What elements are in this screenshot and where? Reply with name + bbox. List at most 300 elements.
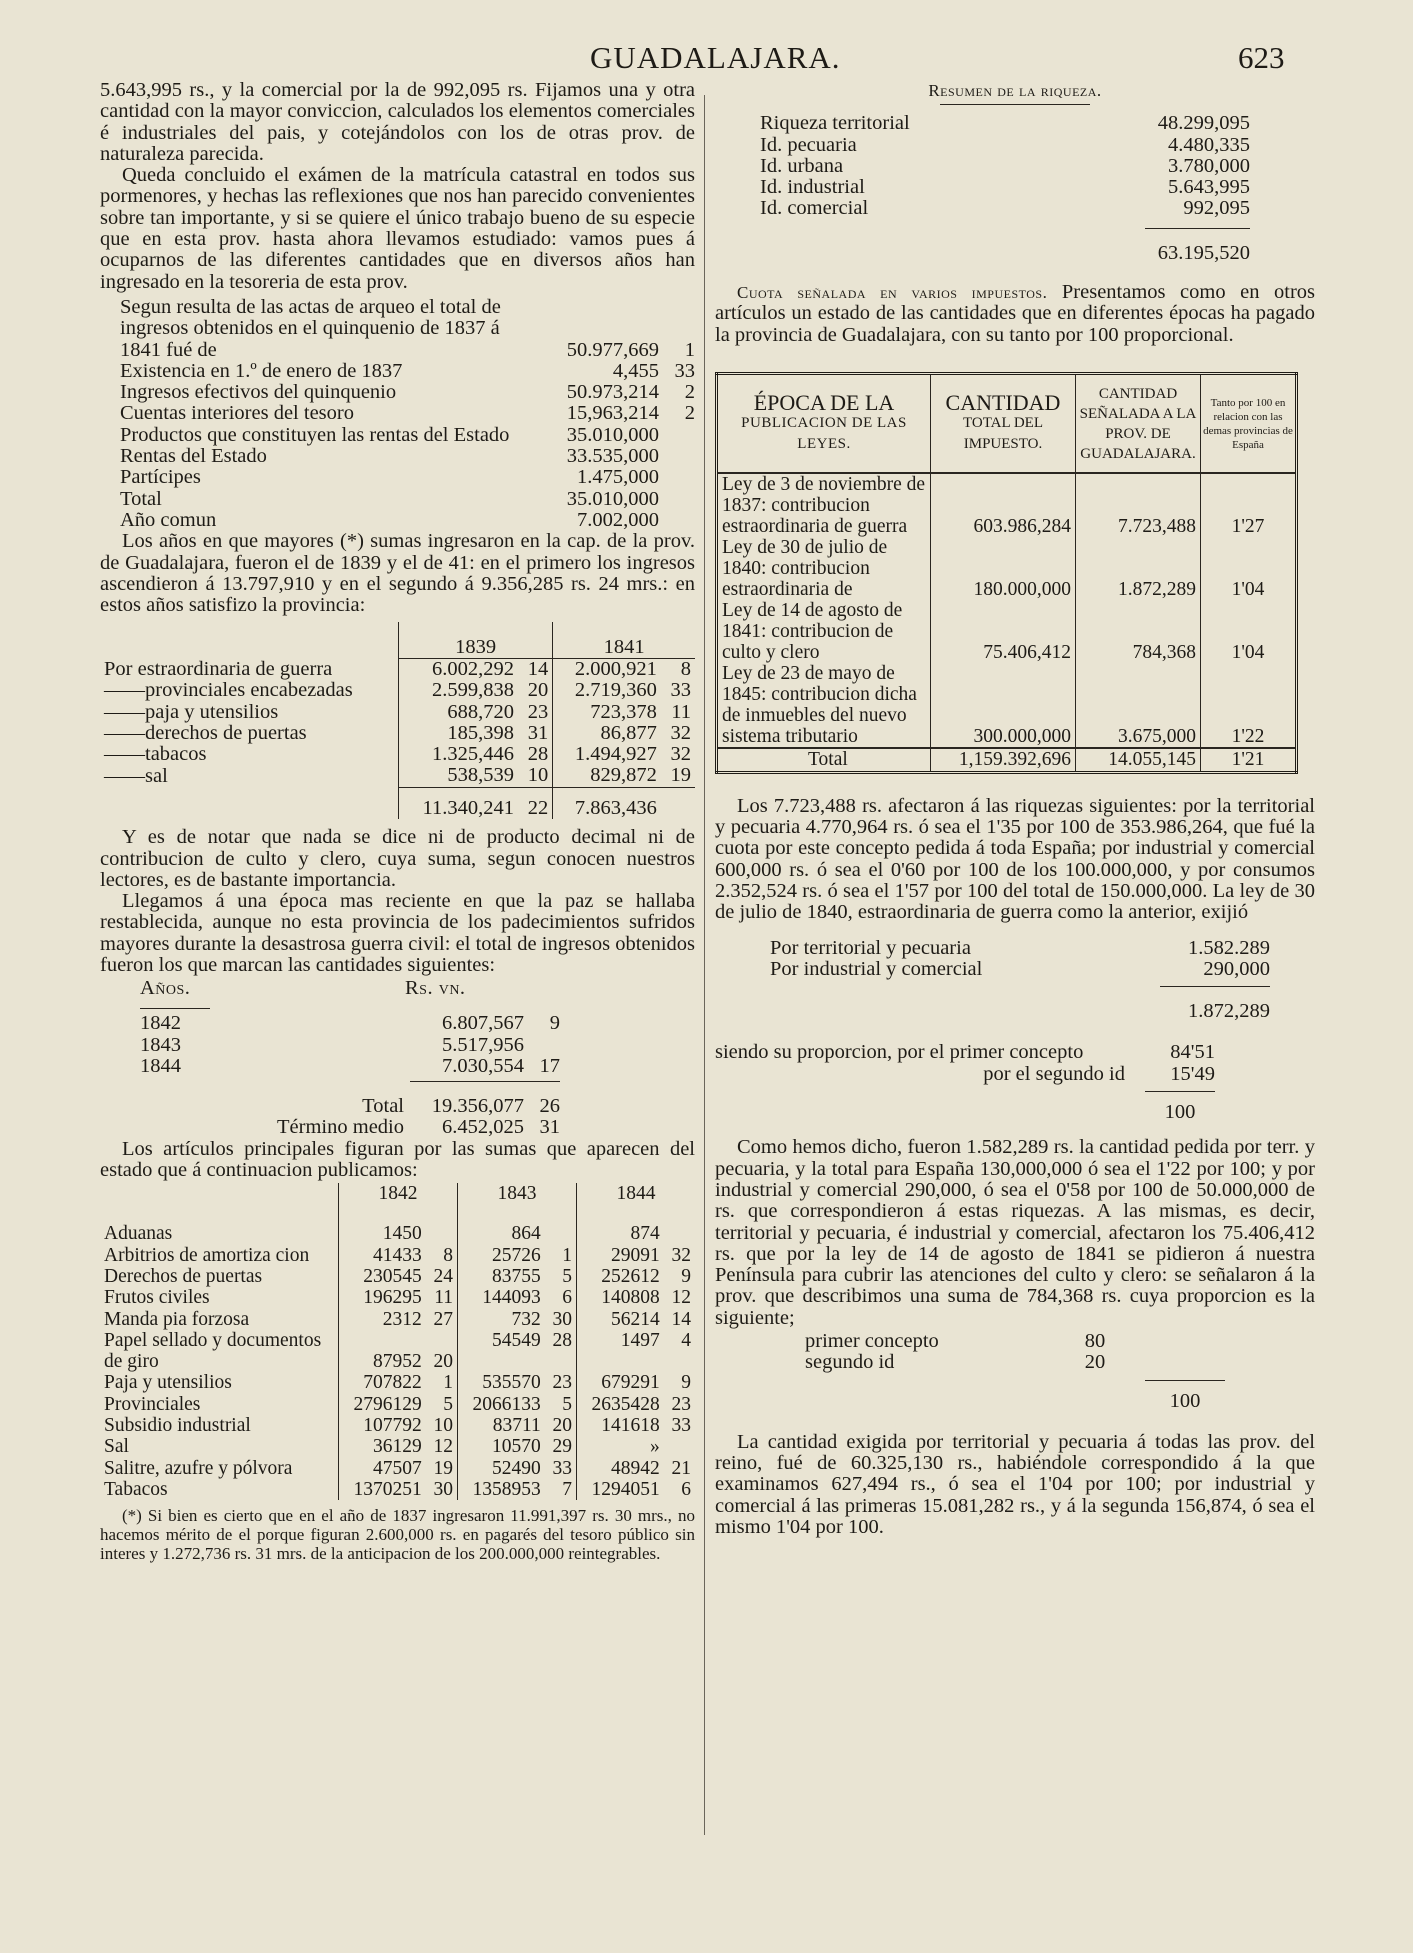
row-label: 1842: [140, 1013, 181, 1035]
cell: 6: [562, 1287, 573, 1309]
paragraph: Llegamos á una época mas reciente en que la paz se hallaba restablecida, aunque no esta provincia de los padecimientos sufridos mayores durante la desastrosa guerra civil: el total de ingresos obtenidos fueron los que marcan las cantidades siguientes:: [100, 890, 695, 976]
arqueo-row: [120, 425, 695, 446]
run-in-heading: Cuota señalada en varios impuestos.: [737, 283, 1048, 303]
cell: 230545: [339, 1266, 426, 1287]
table-row: [717, 663, 1297, 748]
cell: 1370251: [339, 1479, 426, 1500]
paragraph: Como hemos dicho, fueron 1.582,289 rs. la cantidad pedida por terr. y pecuaria, y la total para España 130,000,000 ó sea el 1'22 por 100; y por industrial y comercial 290,000, ó sea el 0'58 por 100 de 50.000,000 de rs. que correspondieron á estas riquezas. A las mismas, es decir, territorial y pecuaria, é industrial y comercial, afectaron los 75.406,412 rs. que por la ley de 14 de agosto de 1841 se pidieron á nuestra Península para cubrir las atenciones del culto y clero: se señalaron á la prov. que describimos una suma de 784,368 rs. cuya proporcion es la siguiente;: [715, 1136, 1315, 1329]
cell: 144093: [458, 1287, 545, 1308]
cell: 32: [670, 743, 691, 766]
arqueo-row: [120, 467, 695, 488]
table-row: [100, 680, 695, 701]
row-label: Por estraordinaria de guerra: [104, 657, 333, 680]
item-label: Id. pecuaria: [760, 134, 857, 156]
cell: 31: [527, 721, 549, 744]
cell: 1: [562, 1244, 573, 1266]
impuestos-table: [715, 372, 1298, 774]
table-row: [100, 1479, 695, 1500]
cell: 29: [552, 1436, 573, 1458]
cell: 1,159.392,696: [931, 748, 1076, 772]
arqueo-value: 35.010,000: [566, 487, 659, 510]
cell: 707822: [339, 1372, 426, 1393]
paragraph: La cantidad exigida por territorial y pecuaria á todas las prov. del reino, fué de 60.325,130 rs., habiéndole correspondido á la que examinamos 627,494 rs., ó sea el 1'04 por 100; por industrial y comercial á las primeras 15.081,282 rs., y á la segunda 156,874, ó sea el mismo 1'04 por 100.: [715, 1430, 1315, 1539]
total-row: [760, 243, 1250, 264]
cell: 1.325,446: [399, 744, 519, 765]
cell: 11.340,241: [399, 787, 519, 819]
cell: 19: [670, 764, 691, 787]
cell: 75.406,412: [931, 600, 1076, 663]
item-value: 15'49: [1170, 1062, 1215, 1085]
row-label: Manda pia forzosa: [104, 1308, 250, 1330]
row-label: Sal: [104, 1436, 129, 1458]
cell: 180.000,000: [931, 537, 1076, 600]
cell: 1.872,289: [1076, 537, 1201, 600]
item-label: Riqueza territorial: [760, 113, 910, 135]
table-row: [100, 658, 695, 680]
arqueo-label: Productos que constituyen las rentas del Estado: [120, 424, 510, 446]
cell: [664, 1436, 695, 1457]
paragraph: Y es de notar que nada se dice ni de producto decimal ni de contribucion de culto y clero, cuya suma, segun conocen nuestros lectores, es de bastante importancia.: [100, 826, 695, 891]
arqueo-row: [120, 382, 695, 403]
cell: 7.723,488: [1076, 473, 1201, 537]
cell: 2.599,838: [399, 680, 519, 701]
item-value: 48.299,095: [1157, 112, 1250, 135]
row-label: Aduanas: [104, 1223, 173, 1245]
row-label: Provinciales: [104, 1393, 201, 1415]
table-row: [717, 473, 1297, 537]
total-row: [100, 787, 695, 819]
cell: 32: [670, 721, 691, 744]
row-label: Salitre, azufre y pólvora: [104, 1457, 293, 1479]
cell: 19: [433, 1457, 454, 1479]
cell: 10: [433, 1415, 454, 1437]
cell: 54549: [458, 1330, 545, 1373]
cell: 8: [443, 1244, 454, 1266]
table-row: [100, 1309, 695, 1330]
col-header: TOTAL DEL IMPUESTO.: [962, 415, 1044, 453]
cell: 27: [433, 1308, 454, 1330]
cell: 5: [562, 1393, 573, 1415]
table-row: [140, 1013, 560, 1034]
arqueo-cents: [659, 510, 695, 531]
cell: 14.055,145: [1076, 748, 1201, 772]
cell: 28: [552, 1329, 573, 1351]
cell: 26: [539, 1095, 560, 1118]
cell: 603.986,284: [931, 473, 1076, 537]
cell: 1358953: [458, 1479, 545, 1500]
cell: [545, 1223, 577, 1244]
item-value: 84'51: [1170, 1041, 1215, 1064]
arqueo-row: [120, 297, 695, 361]
item-label: primer concepto: [805, 1331, 939, 1352]
cell: 41433: [339, 1245, 426, 1266]
arqueo-cents: 33: [674, 359, 695, 382]
right-column: [715, 80, 1315, 1538]
arqueo-row: [120, 403, 695, 424]
table-row: [100, 1458, 695, 1479]
arqueo-label: Cuentas interiores del tesoro: [120, 403, 354, 425]
ingresos-1839-1841-table: [100, 622, 695, 819]
cell: 83711: [458, 1415, 545, 1436]
row-label: Frutos civiles: [104, 1287, 210, 1309]
table-header: [140, 978, 560, 1008]
cell: 2635428: [577, 1394, 664, 1415]
left-column: [100, 80, 695, 1563]
row-label: Arbitrios de amortiza cion: [104, 1244, 310, 1266]
cell: Ley de 14 de agosto de 1841: contribucion de culto y clero: [722, 600, 903, 664]
row-label: ——provinciales encabezadas: [104, 679, 353, 702]
row-label: ——derechos de puertas: [104, 721, 307, 744]
arqueo-value: 1.475,000: [577, 466, 659, 489]
col-header: Rs. vn.: [405, 977, 466, 1000]
cell: 8: [680, 657, 691, 680]
item-value: 20: [1084, 1351, 1106, 1374]
item-value: 63.195,520: [1157, 241, 1250, 264]
cell: 784,368: [1076, 600, 1201, 663]
item-value: 4.480,335: [1168, 133, 1250, 156]
cell: 1450: [339, 1223, 426, 1244]
arqueo-label: Total: [120, 488, 162, 510]
item-value: 1.872,289: [1188, 1000, 1270, 1023]
cell: 23: [552, 1372, 573, 1394]
cell: 7: [562, 1478, 573, 1500]
table-row: [140, 1056, 560, 1077]
row-label: Paja y utensilios: [104, 1372, 232, 1394]
table-row: [100, 1266, 695, 1287]
item-label: Por territorial y pecuaria: [770, 937, 971, 959]
arqueo-list: [100, 297, 695, 531]
cell: 679291: [577, 1372, 664, 1393]
paragraph: Queda concluido el exámen de la matrícula catastral en todos sus pormenores, y hechas las reflexiones que nos han parecido convenientes sobre tan importante, y si se quiere el único trabajo bueno de su especie que en esta prov. hasta ahora llevamos estudiado: vamos pues á ocuparnos de las diferentes cantidades que en diversos años han ingresado en la tesoreria de esta prov.: [100, 164, 695, 293]
list-item: [760, 135, 1250, 156]
cell: 11: [671, 700, 691, 723]
item-label: segundo id: [805, 1352, 895, 1374]
list-item: [760, 156, 1250, 177]
arqueo-row: [120, 446, 695, 467]
cell: 6.807,567: [442, 1012, 524, 1035]
col-header: 1842: [339, 1183, 458, 1223]
arqueo-cents: 2: [684, 381, 695, 404]
total-row: [770, 1001, 1270, 1022]
col-header: 1841: [553, 622, 695, 658]
table-row: [100, 723, 695, 744]
cell: 28: [527, 743, 549, 766]
cell: 252612: [577, 1266, 664, 1287]
cell: 52490: [458, 1458, 545, 1479]
footnote: (*) Si bien es cierto que en el año de 1837 ingresaron 11.991,397 rs. 30 mrs., no hacemos mérito de el porque figuran 2.600,000 rs. en pagarés del tesoro público sin interes y 1.272,736 rs. 31 mrs. de la anticipacion de los 200.000,000 reintegrables.: [100, 1506, 695, 1564]
col-header: 1844: [577, 1183, 695, 1223]
cell: 21: [671, 1457, 691, 1479]
item-value: 3.780,000: [1168, 154, 1250, 177]
proportion-list: [715, 1042, 1215, 1123]
cell: 33: [671, 1415, 691, 1437]
cell: 5: [443, 1393, 454, 1415]
col-header: CANTIDAD SEÑALADA A LA PROV. DE GUADALAJARA.: [1079, 385, 1197, 462]
cell: 1.494,927: [553, 744, 661, 765]
cell: 33: [552, 1457, 573, 1479]
cell: »: [577, 1436, 664, 1457]
ingresos-anuales-table: [100, 978, 560, 1138]
row-label: ——paja y utensilios: [104, 700, 279, 723]
cell: 723,378: [553, 702, 661, 723]
table-row: [100, 1394, 695, 1415]
table-row: [100, 744, 695, 765]
arqueo-row: [120, 510, 695, 531]
arqueo-label: Ingresos efectivos del quinquenio: [120, 382, 397, 404]
table-row: [717, 600, 1297, 663]
table-row: [100, 1287, 695, 1308]
arqueo-cents: 1: [684, 338, 695, 361]
cell: 19.356,077: [431, 1095, 524, 1118]
total-row: [140, 1096, 560, 1117]
row-label: 1843: [140, 1034, 181, 1056]
cell: Ley de 3 de noviembre de 1837: contribucion estraordinaria de guerra: [722, 474, 926, 538]
cell: 9: [681, 1372, 691, 1394]
cell: 22: [518, 787, 553, 819]
cell: 185,398: [399, 723, 519, 744]
cell: 20: [433, 1351, 454, 1373]
col-header: Tanto por 100 en relacion con las demas provincias de España: [1203, 396, 1293, 451]
cell: Ley de 23 de mayo de 1845: contribucion dicha de inmuebles del nuevo sistema tributario: [722, 663, 917, 748]
table-row: [100, 1223, 695, 1244]
paragraph: Los artículos principales figuran por las sumas que aparecen del estado que á continuacion publicamos:: [100, 1137, 695, 1182]
cell: 9: [549, 1012, 560, 1035]
cell: 141618: [577, 1415, 664, 1436]
table-row: [100, 1330, 695, 1373]
cell: [661, 787, 695, 819]
list-item: [805, 1331, 1125, 1352]
cell: 6.002,292: [399, 658, 519, 680]
cell: 1497: [577, 1330, 664, 1373]
table-row: [717, 537, 1297, 600]
arqueo-value: 33.535,000: [566, 445, 659, 468]
cell: 300.000,000: [931, 663, 1076, 748]
cell: 23: [671, 1393, 691, 1415]
cell: 6: [681, 1478, 691, 1500]
cell: 1'04: [1201, 600, 1297, 663]
arqueo-value: 7.002,000: [577, 508, 659, 531]
table-row: [140, 1035, 560, 1056]
col-header: 1839: [399, 622, 553, 658]
table-row: [100, 1245, 695, 1266]
item-label: Id. comercial: [760, 198, 869, 220]
arqueo-label: Rentas del Estado: [120, 446, 267, 468]
arqueo-value: 15,963,214: [566, 402, 659, 425]
list-item: [760, 198, 1250, 219]
row-label: Papel sellado y documentos de giro: [104, 1329, 322, 1373]
arqueo-value: 50.973,214: [566, 381, 659, 404]
articulos-table: [100, 1183, 695, 1500]
item-value: 100: [1169, 1389, 1201, 1412]
list-item: [805, 1352, 1125, 1373]
cell: 2312: [339, 1309, 426, 1330]
cell: 86,877: [553, 723, 661, 744]
arqueo-row: [120, 361, 695, 382]
total-row: [715, 1102, 1215, 1123]
table-row: [100, 1436, 695, 1457]
cell: 2066133: [458, 1394, 545, 1415]
col-header: Años.: [140, 978, 191, 1000]
cell: 2.719,360: [553, 680, 661, 701]
table-row: [100, 1415, 695, 1436]
cell: 25726: [458, 1245, 545, 1266]
paragraph: [715, 282, 1315, 346]
cell: 864: [458, 1223, 545, 1244]
item-value: 290,000: [1203, 957, 1270, 980]
cell: 538,539: [399, 765, 519, 787]
cell: 32: [671, 1244, 691, 1266]
arqueo-value: 35.010,000: [566, 423, 659, 446]
arqueo-cents: 2: [684, 402, 695, 425]
cell: 1'27: [1201, 473, 1297, 537]
cell: 30: [552, 1308, 573, 1330]
cell: 10: [527, 764, 549, 787]
cell: Total: [808, 749, 848, 771]
row-label: Total: [362, 1096, 404, 1118]
cell: 4: [681, 1329, 691, 1351]
item-label: siendo su proporcion, por el primer concepto: [715, 1042, 1084, 1064]
item-label: por el segundo id: [983, 1063, 1125, 1085]
cell: 14: [527, 657, 549, 680]
cell: 48942: [577, 1458, 664, 1479]
cell: 23: [527, 700, 549, 723]
cell: 5: [562, 1265, 573, 1287]
list-item: [715, 1042, 1215, 1063]
arqueo-label: Segun resulta de las actas de arqueo el total de ingresos obtenidos en el quinquenio de 1837 á 1841 fué de: [120, 296, 501, 361]
cell: 56214: [577, 1309, 664, 1330]
cell: 107792: [339, 1415, 426, 1436]
section-heading: Resumen de la riqueza.: [928, 81, 1102, 100]
arqueo-label: Existencia en 1.º de enero de 1837: [120, 360, 403, 382]
cell: 1294051: [577, 1479, 664, 1500]
cell: 1'21: [1201, 748, 1297, 772]
table-row: [100, 765, 695, 787]
cell: 29091: [577, 1245, 664, 1266]
item-value: 992,095: [1183, 197, 1250, 220]
item-value: 5.643,995: [1168, 176, 1250, 199]
item-label: Por industrial y comercial: [770, 958, 983, 980]
paragraph: Los 7.723,488 rs. afectaron á las riquezas siguientes: por la territorial y pecuaria 4.770,964 rs. ó sea el 1'35 por 100 de 353.986,264, que fué la cuota por este concepto pedida á toda España; por industrial y comercial 600,000 rs. ó sea el 0'60 por 100 de los 100.000,000, y por consumos 2.352,524 rs. ó sea el 1'57 por 100 del total de 150.000,000. La ley de 30 de julio de 1840, estraordinaria de guerra como la anterior, exijió: [715, 794, 1315, 924]
arqueo-cents: [659, 489, 695, 510]
cell: 83755: [458, 1266, 545, 1287]
cell: 5.517,956: [442, 1033, 524, 1056]
item-value: 80: [1084, 1330, 1106, 1352]
col-header: PUBLICACION DE LAS LEYES.: [741, 415, 907, 453]
cell: 12: [671, 1287, 691, 1309]
row-label: Término medio: [277, 1117, 404, 1139]
cell: 47507: [339, 1458, 426, 1479]
running-title: GUADALAJARA.: [590, 40, 841, 75]
arqueo-value: 4,455: [612, 359, 659, 382]
cell: 7.863,436: [553, 787, 661, 819]
total-row: [805, 1391, 1225, 1412]
table-row: [100, 1372, 695, 1393]
cell: [426, 1223, 458, 1244]
col-header: ÉPOCA DE LA: [753, 389, 895, 415]
cell: 31: [539, 1116, 560, 1139]
arqueo-row: [120, 489, 695, 510]
cell: 140808: [577, 1287, 664, 1308]
cell: 535570: [458, 1372, 545, 1393]
list-item: [715, 1064, 1215, 1085]
arqueo-label: Año comun: [120, 509, 217, 531]
item-label: Id. industrial: [760, 177, 865, 199]
arqueo-value: 50.977,669: [566, 338, 659, 361]
cell: 1: [443, 1372, 454, 1394]
col-header: 1843: [458, 1183, 577, 1223]
cell: 20: [552, 1415, 573, 1437]
arqueo-cents: [659, 446, 695, 467]
row-label: Subsidio industrial: [104, 1415, 251, 1437]
cell: 9: [681, 1265, 691, 1287]
list-item: [770, 938, 1270, 959]
row-label: Derechos de puertas: [104, 1265, 263, 1287]
paragraph: Los años en que mayores (*) sumas ingresaron en la cap. de la prov. de Guadalajara, fueron el de 1839 y el de 41: en el primero los ingresos ascendieron á 13.797,910 y en el segundo á 9.356,285 rs. 24 mrs.: en estos años satisfizo la provincia:: [100, 530, 695, 617]
arqueo-cents: [659, 467, 695, 488]
cell: 10570: [458, 1436, 545, 1457]
cell: 20: [527, 679, 549, 702]
average-row: [140, 1117, 560, 1138]
cell: [664, 1223, 695, 1244]
cell: 2796129: [339, 1394, 426, 1415]
cell: [524, 1035, 560, 1056]
table-header: [717, 373, 1297, 473]
concepto-list: [715, 1330, 1201, 1412]
cell: 2.000,921: [553, 658, 661, 680]
row-label: 1844: [140, 1055, 181, 1077]
cell: 12: [433, 1436, 454, 1458]
list-item: [770, 959, 1270, 980]
col-header: CANTIDAD: [945, 389, 1061, 415]
cell: 33: [670, 679, 691, 702]
cell: 30: [433, 1478, 454, 1500]
cell: 829,872: [553, 765, 661, 787]
resumen-list: [715, 113, 1250, 264]
cell: 1'22: [1201, 663, 1297, 748]
row-label: ——tabacos: [104, 743, 207, 766]
cell: 196295: [339, 1287, 426, 1308]
cell: 3.675,000: [1076, 663, 1201, 748]
cell: 874: [577, 1223, 664, 1244]
column-divider: [704, 95, 705, 1835]
cell: 24: [433, 1265, 454, 1287]
paragraph-text: Presentamos como en otros artículos un estado de las cantidades que en diferentes épocas ha pagado la provincia de Guadalajara, con su tanto por 100 proporcional.: [715, 281, 1316, 346]
item-value: 100: [1164, 1101, 1196, 1124]
arqueo-label: Partícipes: [120, 467, 201, 489]
item-label: Id. urbana: [760, 155, 844, 177]
cell: Ley de 30 de julio de 1840: contribucion estraordinaria de: [722, 537, 888, 601]
summary-list: [715, 938, 1270, 1023]
total-row: [717, 748, 1297, 772]
list-item: [760, 113, 1250, 134]
cell: 87952: [339, 1330, 426, 1373]
row-label: ——sal: [104, 764, 168, 787]
row-label: Tabacos: [104, 1478, 168, 1500]
page-number: 623: [1238, 40, 1285, 75]
paragraph: 5.643,995 rs., y la comercial por la de 992,095 rs. Fijamos una y otra cantidad con la mayor conviccion, calculados los elementos comerciales é industriales del pais, y cotejándolos con los de otras prov. de naturaleza parecida.: [100, 79, 695, 165]
cell: 36129: [339, 1436, 426, 1457]
cell: 7.030,554: [442, 1054, 524, 1077]
cell: 11: [434, 1287, 454, 1309]
item-value: 1.582.289: [1188, 936, 1270, 959]
table-row: [100, 702, 695, 723]
cell: 732: [458, 1309, 545, 1330]
cell: 1'04: [1201, 537, 1297, 600]
cell: 6.452,025: [442, 1116, 524, 1139]
cell: 688,720: [399, 702, 519, 723]
cell: 14: [671, 1308, 691, 1330]
cell: 17: [539, 1054, 560, 1077]
